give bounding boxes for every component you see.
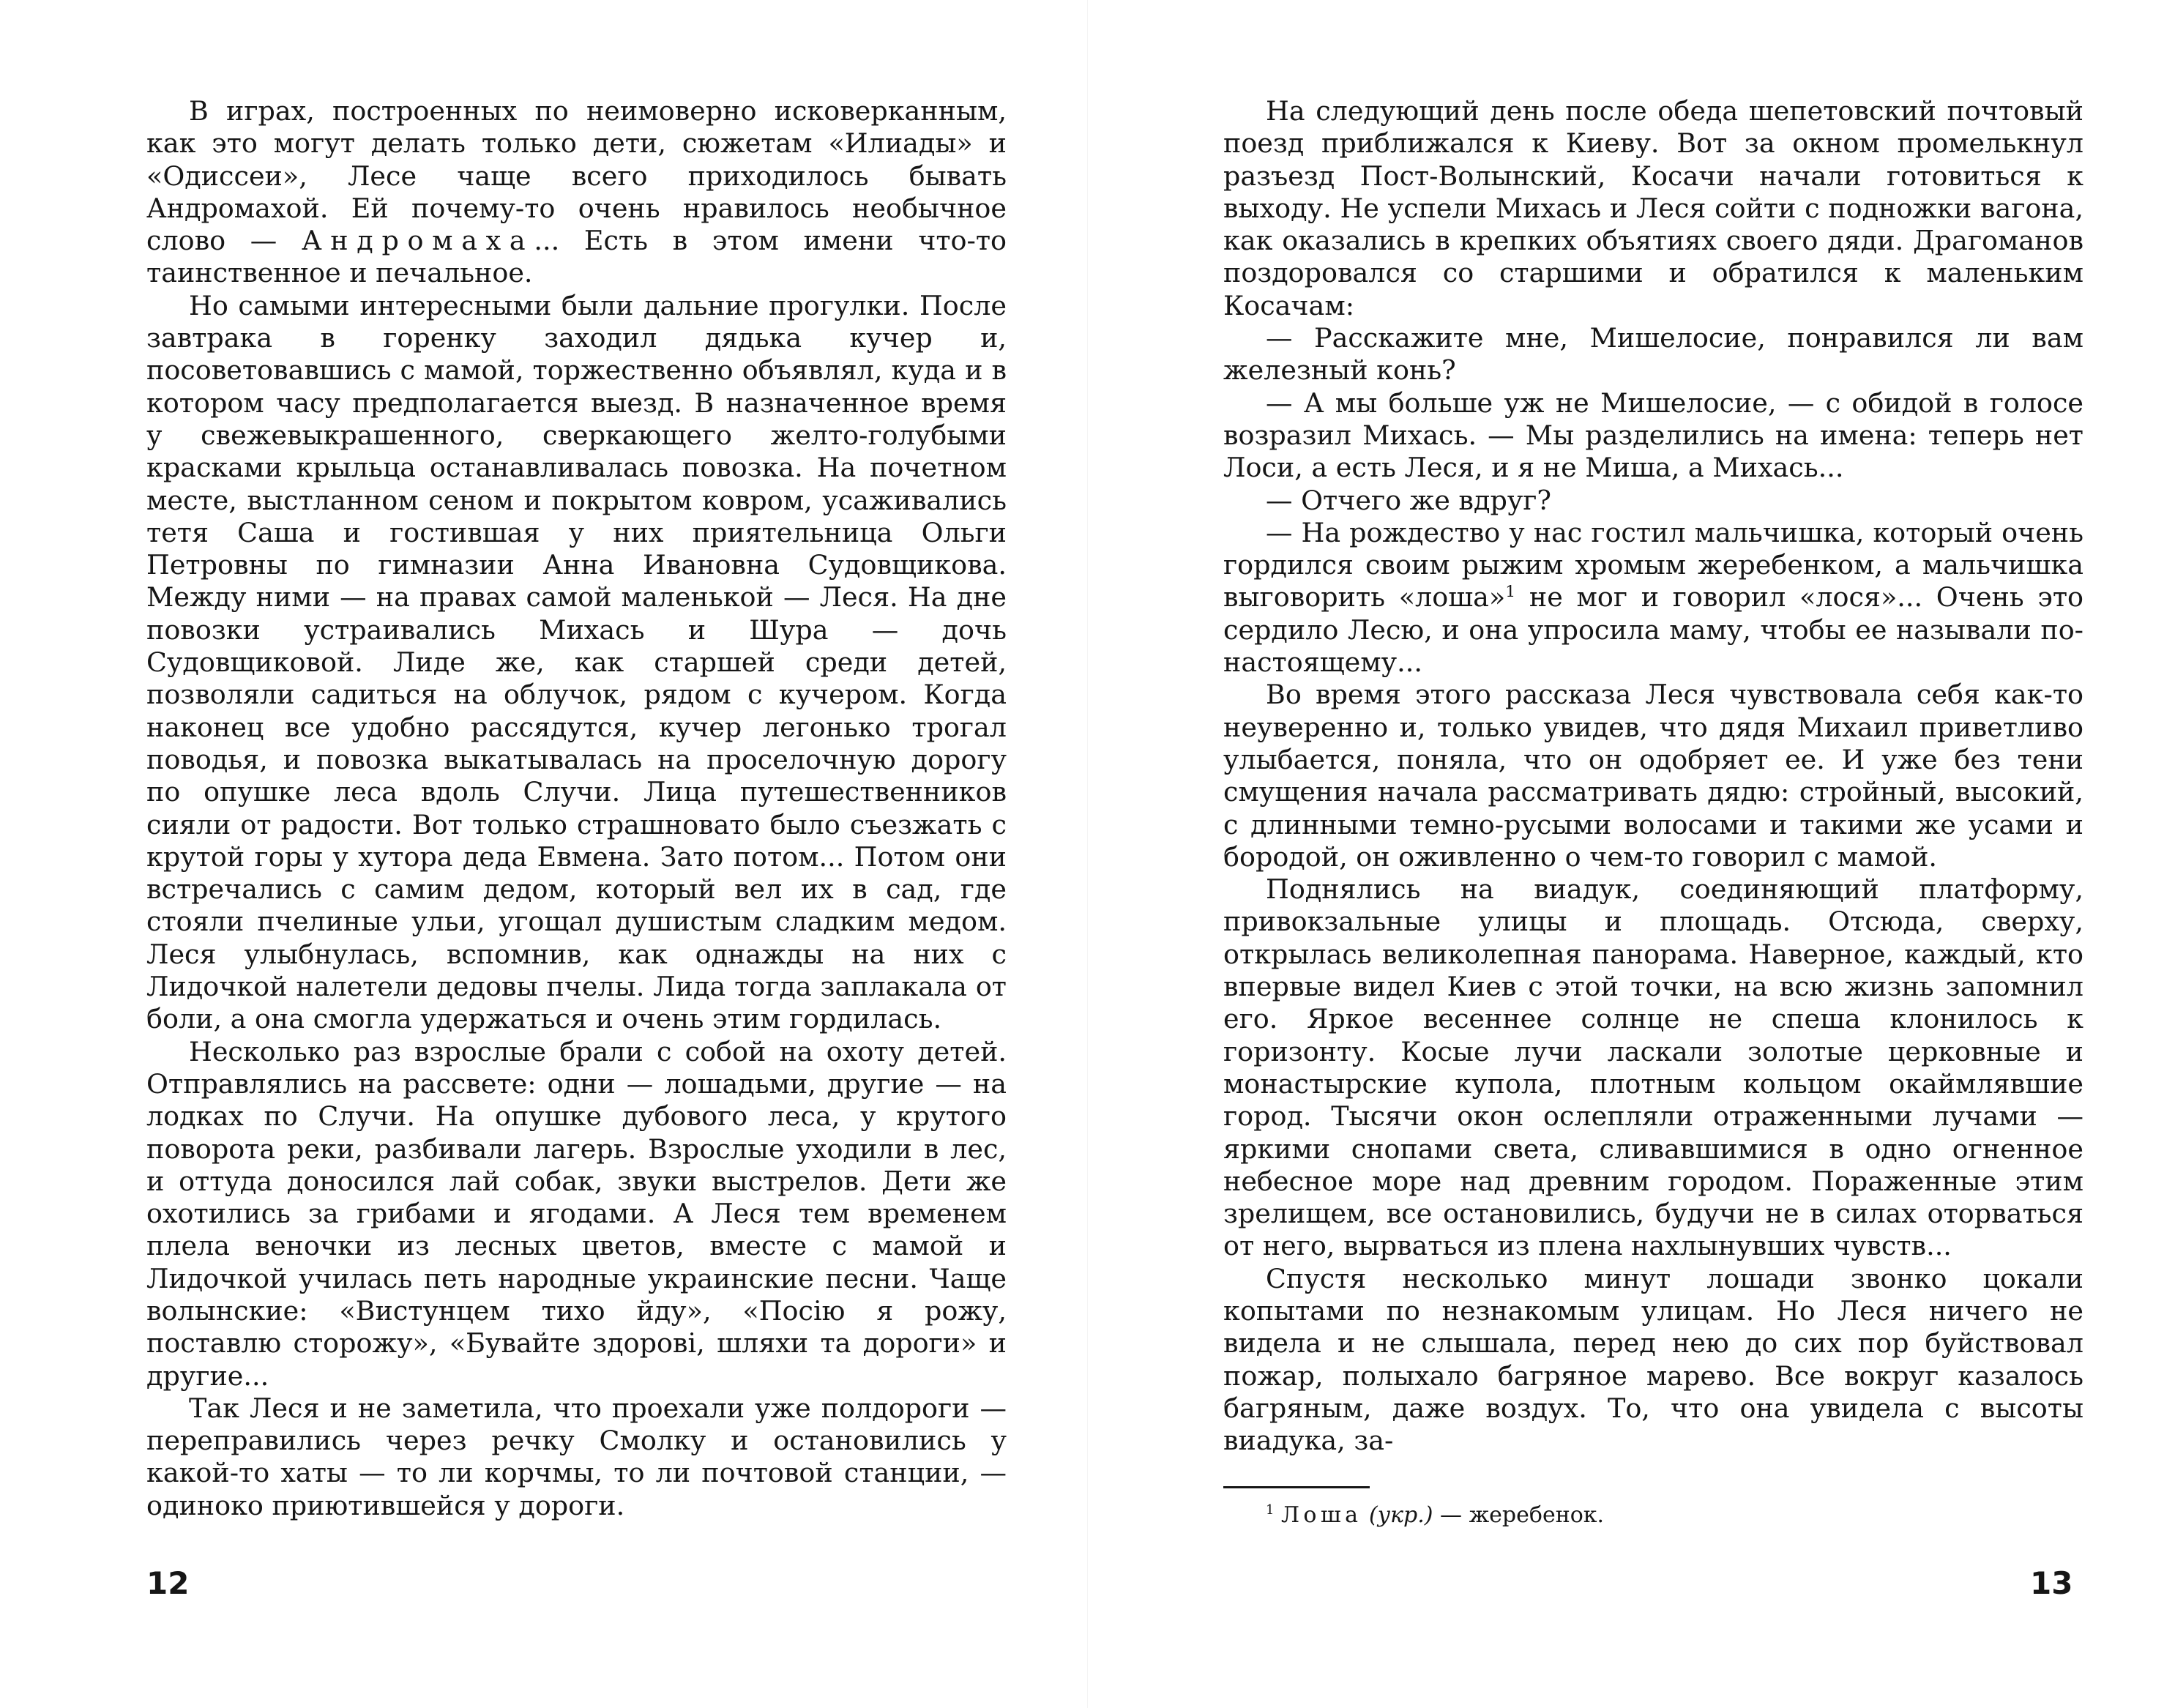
page-number-right: 13 — [2030, 1565, 2073, 1601]
paragraph: Во время этого рассказа Леся чувствовала себя как-то неуверенно и, только увидев, что дядя Михаил приветливо улыбается, поняла, что он одобряет ее. И уже без тени смущения начала рассматривать дядю: стройный, высокий, с длинными темно-русыми волосами и такими же усами и бородой, он оживленно о чем-то говорил с мамой. — [1223, 679, 2083, 873]
right-page-text — [1223, 95, 2083, 1457]
paragraph: — Отчего же вдруг? — [1266, 484, 1551, 516]
footnote-mark: 1 — [1266, 1502, 1275, 1518]
paragraph: — А мы больше уж не Мишелосие, — с обидой в голосе возразил Михась. — Мы разделились на имена: теперь нет Лоси, а есть Леся, и я не Миша, а Михась... — [1223, 387, 2083, 484]
left-page — [0, 0, 1087, 1708]
paragraph: — Расскажите мне, Мишелосие, понравился ли вам железный конь? — [1223, 322, 2083, 387]
footnote-language: (укр.) — [1369, 1502, 1433, 1528]
paragraph: Спустя несколько минут лошади звонко цокали копытами по незнакомым улицам. Но Леся ничего не видела и не слышала, перед нею до сих пор буйствовал пожар, полыхало багряное марево. Все вокруг казалось багряным, даже воздух. То, что она увидела с высоты виадука, за- — [1223, 1262, 2083, 1457]
footnote-word: Лоша — [1281, 1502, 1362, 1528]
footnote-divider — [1223, 1486, 1370, 1488]
left-page-text — [146, 95, 1007, 1522]
paragraph: Но самыми интересными были дальние прогулки. После завтрака в горенку заходил дядька кучер и, посоветовавшись с мамой, торжественно объявлял, куда и в котором часу предполагается выезд. В назначенное время у свежевыкрашенного, сверкающего желто-голубыми красками крыльца останавливалась повозка. На почетном месте, выстланном сеном и покрытом ковром, усаживались тетя Саша и гостившая у них приятельница Ольги Петровны по гимназии Анна Ивановна Судовщикова. Между ними — на правах самой маленькой — Леся. На дне повозки устраивались Михась и Шура — дочь Судовщиковой. Лиде же, как старшей среди детей, позволяли садиться на облучок, рядом с кучером. Когда наконец все удобно рассядутся, кучер легонько трогал поводья, и повозка выкатывалась на проселочную дорогу по опушке леса вдоль Случи. Лица путешественников сияли от радости. Вот только страшновато было съезжать с крутой горы у хутора деда Евмена. Зато потом... Потом они встречались с самим дедом, который вел их в сад, где стояли пчелиные ульи, угощал душистым сладким медом. Леся улыбнулась, вспомнив, как однажды на них с Лидочкой налетели дедовы пчелы. Лида тогда заплакала от боли, а она смогла удержаться и очень этим гордилась. — [146, 289, 1007, 1035]
paragraph: На следующий день после обеда шепетовский почтовый поезд приближался к Киеву. Вот за окном промелькнул разъезд Пост-Волынский, Косачи начали готовиться к выходу. Не успели Михась и Леся сойти с подножки вагона, как оказались в крепких объятиях своего дяди. Драгоманов поздоровался со старшими и обратился к маленьким Косачам: — [1223, 95, 2083, 321]
right-page — [1088, 0, 2175, 1708]
page-number-left: 12 — [146, 1565, 190, 1601]
footnote-reference: 1 — [1505, 583, 1516, 602]
paragraph: Поднялись на виадук, соединяющий платформу, привокзальные улицы и площадь. Отсюда, сверху, открылась великолепная панорама. Наверное, каждый, кто впервые видел Киев с этой точки, на всю жизнь запомнил его. Яркое весеннее солнце не спеша клонилось к горизонту. Косые лучи ласкали золотые церковные и монастырские купола, плотным кольцом окаймлявшие город. Тысячи окон ослепляли отраженными лучами — яркими снопами света, сливавшимися в одно огненное небесное море над древним городом. Пораженные этим зрелищем, все остановились, будучи не в силах оторваться от него, вырваться из плена нахлынувших чувств... — [1223, 873, 2083, 1262]
paragraph: В играх, построенных по неимоверно исковерканным, как это могут делать только дети, сюжетам «Илиады» и «Одиссеи», Лесе чаще всего приходилось бывать Андромахой. Ей почему-то очень нравилось необычное слово — Андромаха... Есть в этом имени что-то таинственное и печальное. — [146, 95, 1007, 289]
footnote-gloss: — жеребенок. — [1433, 1502, 1605, 1528]
paragraph: Несколько раз взрослые брали с собой на охоту детей. Отправлялись на рассвете: одни — лошадьми, другие — на лодках по Случи. На опушке дубового леса, у крутого поворота реки, разбивали лагерь. Взрослые уходили в лес, и оттуда доносился лай собак, звуки выстрелов. Дети же охотились за грибами и ягодами. А Леся тем временем плела веночки из лесных цветов, вместе с мамой и Лидочкой училась петь народные украинские песни. Чаще волынские: «Вистунцем тихо йду», «Посію я рожу, поставлю сторожу», «Бувайте здорові, шляхи та дороги» и другие... — [146, 1035, 1007, 1392]
paragraph: — На рождество у нас гостил мальчишка, который очень гордился своим рыжим хромым жеребенком, а мальчишка выговорить «лоша»$^1$ не мог и говорил «лося»... Очень это сердило Лесю, и она упросила маму, чтобы ее называли по-настоящему... — [1223, 516, 2083, 679]
paragraph: Так Леся и не заметила, что проехали уже полдороги — переправились через речку Смолку и остановились у какой-то хаты — то ли корчмы, то ли почтовой станции, — одиноко приютившейся у дороги. — [146, 1392, 1007, 1521]
spaced-word-andromakha: Андромаха — [301, 225, 534, 257]
footnote — [1266, 1502, 1604, 1529]
